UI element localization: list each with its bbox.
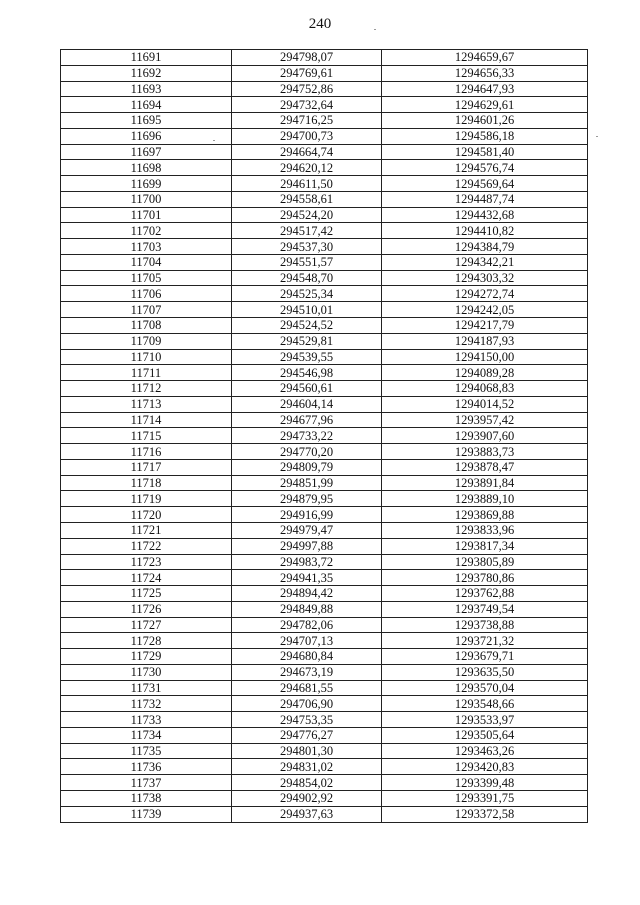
point-number-cell: 11695 bbox=[61, 113, 232, 129]
y-coordinate-cell: 1293463,26 bbox=[382, 743, 588, 759]
y-coordinate-cell: 1294656,33 bbox=[382, 65, 588, 81]
point-number-cell: 11728 bbox=[61, 633, 232, 649]
table-row bbox=[61, 491, 588, 507]
y-coordinate-cell: 1294601,26 bbox=[382, 113, 588, 129]
table-row bbox=[61, 191, 588, 207]
x-coordinate-cell: 294831,02 bbox=[232, 759, 382, 775]
x-coordinate-cell: 294979,47 bbox=[232, 522, 382, 538]
table-row bbox=[61, 286, 588, 302]
point-number-cell: 11724 bbox=[61, 570, 232, 586]
y-coordinate-cell: 1294303,32 bbox=[382, 270, 588, 286]
x-coordinate-cell: 294916,99 bbox=[232, 507, 382, 523]
table-row bbox=[61, 81, 588, 97]
y-coordinate-cell: 1293399,48 bbox=[382, 775, 588, 791]
y-coordinate-cell: 1294569,64 bbox=[382, 176, 588, 192]
x-coordinate-cell: 294854,02 bbox=[232, 775, 382, 791]
y-coordinate-cell: 1294659,67 bbox=[382, 50, 588, 66]
point-number-cell: 11738 bbox=[61, 790, 232, 806]
x-coordinate-cell: 294894,42 bbox=[232, 586, 382, 602]
y-coordinate-cell: 1293391,75 bbox=[382, 790, 588, 806]
y-coordinate-cell: 1294586,18 bbox=[382, 128, 588, 144]
point-number-cell: 11705 bbox=[61, 270, 232, 286]
y-coordinate-cell: 1294432,68 bbox=[382, 207, 588, 223]
table-row bbox=[61, 664, 588, 680]
table-row bbox=[61, 65, 588, 81]
table-row bbox=[61, 586, 588, 602]
y-coordinate-cell: 1293957,42 bbox=[382, 412, 588, 428]
table-row bbox=[61, 113, 588, 129]
x-coordinate-cell: 294782,06 bbox=[232, 617, 382, 633]
x-coordinate-cell: 294879,95 bbox=[232, 491, 382, 507]
table-row bbox=[61, 554, 588, 570]
x-coordinate-cell: 294525,34 bbox=[232, 286, 382, 302]
point-number-cell: 11718 bbox=[61, 475, 232, 491]
y-coordinate-cell: 1294150,00 bbox=[382, 349, 588, 365]
y-coordinate-cell: 1293420,83 bbox=[382, 759, 588, 775]
x-coordinate-cell: 294716,25 bbox=[232, 113, 382, 129]
x-coordinate-cell: 294680,84 bbox=[232, 649, 382, 665]
point-number-cell: 11734 bbox=[61, 727, 232, 743]
point-number-cell: 11699 bbox=[61, 176, 232, 192]
table-row bbox=[61, 806, 588, 822]
table-row bbox=[61, 239, 588, 255]
scan-speck bbox=[374, 29, 376, 30]
y-coordinate-cell: 1294217,79 bbox=[382, 318, 588, 334]
y-coordinate-cell: 1293635,50 bbox=[382, 664, 588, 680]
x-coordinate-cell: 294941,35 bbox=[232, 570, 382, 586]
table-row bbox=[61, 712, 588, 728]
table-row bbox=[61, 223, 588, 239]
x-coordinate-cell: 294753,35 bbox=[232, 712, 382, 728]
point-number-cell: 11722 bbox=[61, 538, 232, 554]
point-number-cell: 11727 bbox=[61, 617, 232, 633]
table-row bbox=[61, 696, 588, 712]
y-coordinate-cell: 1294014,52 bbox=[382, 396, 588, 412]
table-row bbox=[61, 128, 588, 144]
y-coordinate-cell: 1294068,83 bbox=[382, 381, 588, 397]
point-number-cell: 11720 bbox=[61, 507, 232, 523]
point-number-cell: 11714 bbox=[61, 412, 232, 428]
x-coordinate-cell: 294551,57 bbox=[232, 254, 382, 270]
x-coordinate-cell: 294707,13 bbox=[232, 633, 382, 649]
scan-speck bbox=[596, 136, 598, 137]
table-row bbox=[61, 459, 588, 475]
y-coordinate-cell: 1294089,28 bbox=[382, 365, 588, 381]
y-coordinate-cell: 1293372,58 bbox=[382, 806, 588, 822]
table-row bbox=[61, 270, 588, 286]
table-row bbox=[61, 412, 588, 428]
table-row bbox=[61, 475, 588, 491]
point-number-cell: 11706 bbox=[61, 286, 232, 302]
table-row bbox=[61, 349, 588, 365]
y-coordinate-cell: 1293721,32 bbox=[382, 633, 588, 649]
point-number-cell: 11709 bbox=[61, 333, 232, 349]
x-coordinate-cell: 294937,63 bbox=[232, 806, 382, 822]
point-number-cell: 11721 bbox=[61, 522, 232, 538]
table-row bbox=[61, 302, 588, 318]
table-row bbox=[61, 538, 588, 554]
table-row bbox=[61, 365, 588, 381]
x-coordinate-cell: 294801,30 bbox=[232, 743, 382, 759]
point-number-cell: 11739 bbox=[61, 806, 232, 822]
point-number-cell: 11707 bbox=[61, 302, 232, 318]
x-coordinate-cell: 294517,42 bbox=[232, 223, 382, 239]
point-number-cell: 11733 bbox=[61, 712, 232, 728]
point-number-cell: 11729 bbox=[61, 649, 232, 665]
point-number-cell: 11723 bbox=[61, 554, 232, 570]
point-number-cell: 11711 bbox=[61, 365, 232, 381]
point-number-cell: 11715 bbox=[61, 428, 232, 444]
y-coordinate-cell: 1293907,60 bbox=[382, 428, 588, 444]
table-row bbox=[61, 601, 588, 617]
point-number-cell: 11726 bbox=[61, 601, 232, 617]
table-row bbox=[61, 160, 588, 176]
coordinates-table-body bbox=[61, 50, 588, 823]
x-coordinate-cell: 294733,22 bbox=[232, 428, 382, 444]
y-coordinate-cell: 1294242,05 bbox=[382, 302, 588, 318]
x-coordinate-cell: 294560,61 bbox=[232, 381, 382, 397]
point-number-cell: 11700 bbox=[61, 191, 232, 207]
table-row bbox=[61, 633, 588, 649]
x-coordinate-cell: 294752,86 bbox=[232, 81, 382, 97]
y-coordinate-cell: 1294576,74 bbox=[382, 160, 588, 176]
y-coordinate-cell: 1293780,86 bbox=[382, 570, 588, 586]
y-coordinate-cell: 1293749,54 bbox=[382, 601, 588, 617]
y-coordinate-cell: 1293889,10 bbox=[382, 491, 588, 507]
table-row bbox=[61, 617, 588, 633]
point-number-cell: 11703 bbox=[61, 239, 232, 255]
x-coordinate-cell: 294524,52 bbox=[232, 318, 382, 334]
x-coordinate-cell: 294664,74 bbox=[232, 144, 382, 160]
table-row bbox=[61, 743, 588, 759]
x-coordinate-cell: 294539,55 bbox=[232, 349, 382, 365]
point-number-cell: 11736 bbox=[61, 759, 232, 775]
table-row bbox=[61, 790, 588, 806]
point-number-cell: 11701 bbox=[61, 207, 232, 223]
y-coordinate-cell: 1293533,97 bbox=[382, 712, 588, 728]
point-number-cell: 11717 bbox=[61, 459, 232, 475]
table-row bbox=[61, 254, 588, 270]
y-coordinate-cell: 1294629,61 bbox=[382, 97, 588, 113]
point-number-cell: 11713 bbox=[61, 396, 232, 412]
table-row bbox=[61, 381, 588, 397]
y-coordinate-cell: 1294647,93 bbox=[382, 81, 588, 97]
point-number-cell: 11692 bbox=[61, 65, 232, 81]
point-number-cell: 11732 bbox=[61, 696, 232, 712]
x-coordinate-cell: 294677,96 bbox=[232, 412, 382, 428]
x-coordinate-cell: 294546,98 bbox=[232, 365, 382, 381]
y-coordinate-cell: 1293505,64 bbox=[382, 727, 588, 743]
x-coordinate-cell: 294851,99 bbox=[232, 475, 382, 491]
x-coordinate-cell: 294809,79 bbox=[232, 459, 382, 475]
coordinates-table bbox=[60, 49, 588, 823]
point-number-cell: 11691 bbox=[61, 50, 232, 66]
table-row bbox=[61, 428, 588, 444]
y-coordinate-cell: 1294487,74 bbox=[382, 191, 588, 207]
x-coordinate-cell: 294798,07 bbox=[232, 50, 382, 66]
x-coordinate-cell: 294673,19 bbox=[232, 664, 382, 680]
x-coordinate-cell: 294604,14 bbox=[232, 396, 382, 412]
point-number-cell: 11702 bbox=[61, 223, 232, 239]
x-coordinate-cell: 294997,88 bbox=[232, 538, 382, 554]
table-row bbox=[61, 207, 588, 223]
y-coordinate-cell: 1293878,47 bbox=[382, 459, 588, 475]
y-coordinate-cell: 1294272,74 bbox=[382, 286, 588, 302]
table-row bbox=[61, 333, 588, 349]
x-coordinate-cell: 294681,55 bbox=[232, 680, 382, 696]
y-coordinate-cell: 1293883,73 bbox=[382, 444, 588, 460]
table-row bbox=[61, 649, 588, 665]
point-number-cell: 11731 bbox=[61, 680, 232, 696]
point-number-cell: 11710 bbox=[61, 349, 232, 365]
point-number-cell: 11712 bbox=[61, 381, 232, 397]
point-number-cell: 11694 bbox=[61, 97, 232, 113]
y-coordinate-cell: 1293869,88 bbox=[382, 507, 588, 523]
x-coordinate-cell: 294983,72 bbox=[232, 554, 382, 570]
y-coordinate-cell: 1293833,96 bbox=[382, 522, 588, 538]
table-row bbox=[61, 318, 588, 334]
x-coordinate-cell: 294769,61 bbox=[232, 65, 382, 81]
y-coordinate-cell: 1293570,04 bbox=[382, 680, 588, 696]
x-coordinate-cell: 294902,92 bbox=[232, 790, 382, 806]
x-coordinate-cell: 294776,27 bbox=[232, 727, 382, 743]
x-coordinate-cell: 294558,61 bbox=[232, 191, 382, 207]
point-number-cell: 11697 bbox=[61, 144, 232, 160]
table-row bbox=[61, 97, 588, 113]
x-coordinate-cell: 294706,90 bbox=[232, 696, 382, 712]
scan-speck bbox=[213, 140, 215, 141]
x-coordinate-cell: 294700,73 bbox=[232, 128, 382, 144]
point-number-cell: 11730 bbox=[61, 664, 232, 680]
x-coordinate-cell: 294529,81 bbox=[232, 333, 382, 349]
point-number-cell: 11725 bbox=[61, 586, 232, 602]
x-coordinate-cell: 294620,12 bbox=[232, 160, 382, 176]
point-number-cell: 11704 bbox=[61, 254, 232, 270]
point-number-cell: 11735 bbox=[61, 743, 232, 759]
table-row bbox=[61, 570, 588, 586]
table-row bbox=[61, 759, 588, 775]
y-coordinate-cell: 1294410,82 bbox=[382, 223, 588, 239]
table-row bbox=[61, 727, 588, 743]
point-number-cell: 11708 bbox=[61, 318, 232, 334]
x-coordinate-cell: 294611,50 bbox=[232, 176, 382, 192]
table-row bbox=[61, 680, 588, 696]
y-coordinate-cell: 1293679,71 bbox=[382, 649, 588, 665]
y-coordinate-cell: 1294384,79 bbox=[382, 239, 588, 255]
table-row bbox=[61, 775, 588, 791]
point-number-cell: 11716 bbox=[61, 444, 232, 460]
x-coordinate-cell: 294537,30 bbox=[232, 239, 382, 255]
point-number-cell: 11696 bbox=[61, 128, 232, 144]
point-number-cell: 11698 bbox=[61, 160, 232, 176]
y-coordinate-cell: 1294581,40 bbox=[382, 144, 588, 160]
table-row bbox=[61, 444, 588, 460]
x-coordinate-cell: 294524,20 bbox=[232, 207, 382, 223]
table-row bbox=[61, 396, 588, 412]
table-row bbox=[61, 176, 588, 192]
x-coordinate-cell: 294732,64 bbox=[232, 97, 382, 113]
y-coordinate-cell: 1293762,88 bbox=[382, 586, 588, 602]
table-row bbox=[61, 50, 588, 66]
table-row bbox=[61, 144, 588, 160]
point-number-cell: 11737 bbox=[61, 775, 232, 791]
y-coordinate-cell: 1294187,93 bbox=[382, 333, 588, 349]
y-coordinate-cell: 1293805,89 bbox=[382, 554, 588, 570]
point-number-cell: 11719 bbox=[61, 491, 232, 507]
y-coordinate-cell: 1293891,84 bbox=[382, 475, 588, 491]
y-coordinate-cell: 1294342,21 bbox=[382, 254, 588, 270]
y-coordinate-cell: 1293738,88 bbox=[382, 617, 588, 633]
page-number: 240 bbox=[308, 16, 332, 32]
y-coordinate-cell: 1293817,34 bbox=[382, 538, 588, 554]
y-coordinate-cell: 1293548,66 bbox=[382, 696, 588, 712]
x-coordinate-cell: 294548,70 bbox=[232, 270, 382, 286]
x-coordinate-cell: 294510,01 bbox=[232, 302, 382, 318]
table-row bbox=[61, 522, 588, 538]
x-coordinate-cell: 294849,88 bbox=[232, 601, 382, 617]
x-coordinate-cell: 294770,20 bbox=[232, 444, 382, 460]
table-row bbox=[61, 507, 588, 523]
point-number-cell: 11693 bbox=[61, 81, 232, 97]
